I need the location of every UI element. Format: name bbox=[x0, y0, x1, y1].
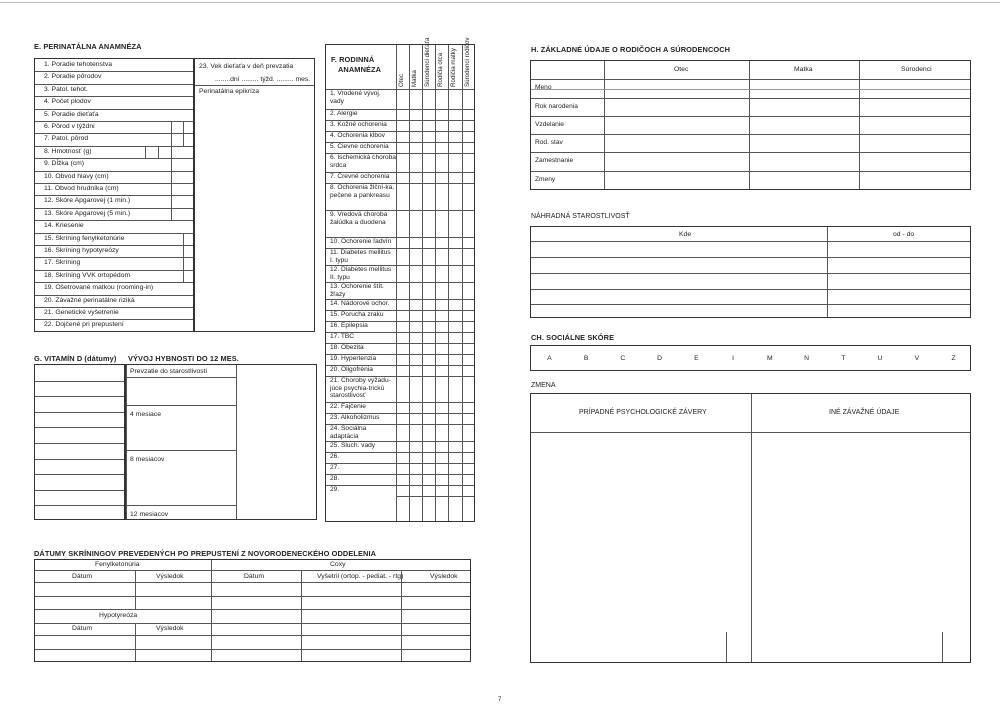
social-score-letter: A bbox=[547, 355, 552, 362]
social-score-letter: U bbox=[877, 355, 883, 362]
motor-label: 12 mesiacov bbox=[130, 511, 169, 518]
family-item: 5. Cievne ochorenia bbox=[330, 143, 389, 150]
parents-row-label: Vzdelanie bbox=[535, 121, 564, 128]
family-item: 14. Nádorové ochor. bbox=[330, 300, 390, 307]
perinatal-item: 19. Ošetrované matkou (rooming-in) bbox=[44, 284, 154, 292]
family-item: 6. Ischemická choroba srdca bbox=[330, 154, 396, 169]
perinatal-item: 4. Počet plodov bbox=[44, 98, 91, 106]
page-top-edge bbox=[0, 0, 1000, 3]
section-f-title: F. RODINNÁ bbox=[331, 55, 375, 64]
perinatal-item: 18. Skríning VVK ortopédom bbox=[44, 271, 131, 279]
family-item: 24. Sociálna adaptácia bbox=[330, 425, 367, 440]
motor-label: 4 mesiace bbox=[130, 411, 161, 418]
social-score-letter: N bbox=[804, 355, 810, 362]
family-item: 8. Ochorenia žlční-ka, pečene a pankreasu bbox=[330, 184, 395, 199]
item-23-units: ........dní ......... týžd. ......... mes. bbox=[215, 76, 311, 83]
vitamin-d-table bbox=[34, 364, 125, 520]
section-h-title: H. ZÁKLADNÉ ÚDAJE O RODIČOCH A SÚRODENCOCH bbox=[531, 45, 731, 54]
parents-row-label: Zamestnanie bbox=[535, 157, 574, 164]
family-item: 10. Ochorenie ľadvín bbox=[330, 238, 392, 245]
motor-label: 8 mesiacov bbox=[130, 456, 165, 463]
family-item: 26. bbox=[330, 453, 340, 460]
perinatal-item: 1. Poradie tehotenstva bbox=[44, 61, 113, 68]
vyvoj-title: VÝVOJ HYBNOSTI DO 12 MES. bbox=[128, 354, 239, 363]
family-col-2: Súrodenci dieťaťa bbox=[424, 37, 431, 87]
parents-row-label: Rod. stav bbox=[535, 139, 563, 146]
family-anamnesis-table bbox=[325, 37, 475, 522]
family-item: 19. Hypertenzia bbox=[330, 355, 377, 362]
perinatal-right-box bbox=[194, 58, 315, 332]
fenyl-datum-header: Dátum bbox=[72, 573, 93, 580]
perinatal-item: 5. Poradie dieťaťa bbox=[44, 110, 99, 118]
family-col-3: Rodičia otca bbox=[437, 52, 444, 87]
perinatal-item: 16. Skríning hypotyreózy bbox=[44, 247, 119, 254]
perinatal-item: 20. Závažné perinatálne riziká bbox=[44, 296, 135, 304]
zmena-label: ZMENA bbox=[531, 382, 556, 389]
social-score-letter: I bbox=[732, 355, 735, 362]
perinatal-item: 8. Hmotnosť (g) bbox=[44, 147, 92, 155]
perinatal-item: 14. Kriesenie bbox=[44, 222, 84, 230]
hypo-datum-header: Dátum bbox=[72, 625, 93, 632]
social-score-table bbox=[530, 345, 971, 371]
motor-development-table bbox=[125, 364, 317, 520]
family-col-0: Otec bbox=[398, 73, 405, 87]
perinatal-item: 11. Obvod hrudníka (cm) bbox=[44, 185, 119, 192]
social-score-letter: C bbox=[620, 355, 626, 362]
family-item: 3. Kožné ochorenia bbox=[330, 121, 387, 128]
social-score-letter: T bbox=[841, 355, 846, 362]
parents-row-label: Meno bbox=[535, 84, 552, 91]
social-score-letter: D bbox=[657, 355, 663, 362]
family-col-4: Rodičia matky bbox=[450, 48, 457, 87]
perinatal-item: 2. Poradie pôrodov bbox=[44, 73, 102, 81]
family-item: 9. Vredová choroba žalúdka a duodena bbox=[330, 211, 388, 226]
substitute-care-table bbox=[530, 226, 971, 318]
coxy-datum-header: Dátum bbox=[244, 573, 265, 580]
hypo-label: Hypotyreóza bbox=[99, 612, 138, 619]
parents-col: Matka bbox=[794, 66, 813, 73]
parents-col: Súrodenci bbox=[901, 66, 932, 73]
social-score-letter: M bbox=[767, 355, 773, 362]
item-23-label: 23. Vek dieťaťa v deň prevzatia bbox=[199, 63, 294, 70]
coxy-label: Coxy bbox=[330, 561, 346, 568]
family-item: 25. Sluch. vady bbox=[330, 442, 376, 449]
perinatal-item: 6. Pôrod v týždni bbox=[44, 123, 95, 130]
other-data-label: INÉ ZÁVAŽNÉ ÚDAJE bbox=[829, 409, 900, 416]
parents-col: Otec bbox=[674, 66, 689, 73]
perinatal-list bbox=[34, 58, 194, 332]
section-e-title: E. PERINATÁLNA ANAMNÉZA bbox=[34, 42, 142, 51]
perinatal-item: 21. Genetické vyšetrenie bbox=[44, 309, 119, 316]
family-item: 29. bbox=[330, 486, 340, 493]
family-item: 15. Porucha zraku bbox=[330, 311, 384, 318]
hypo-vysledok-header: Výsledok bbox=[156, 625, 184, 632]
family-item: 1. Vrodené vývoj. vady bbox=[330, 90, 381, 105]
nahradna-col-od-do: od - do bbox=[893, 231, 915, 238]
perinatal-item: 7. Patol. pôrod bbox=[44, 135, 89, 143]
family-item: 2. Alergie bbox=[330, 110, 358, 117]
coxy-vysetril-header: Vyšetril (ortop. - pediat. - rtg) bbox=[317, 573, 404, 580]
perinatal-item: 13. Skóre Apgarovej (5 min.) bbox=[44, 209, 131, 217]
perinatal-item: 22. Dojčené pri prepustení bbox=[44, 321, 124, 329]
perinatal-item: 9. Dĺžka (cm) bbox=[44, 160, 85, 168]
page-number: 7 bbox=[498, 697, 502, 703]
social-score-letter: E bbox=[694, 355, 699, 362]
parents-table bbox=[530, 60, 971, 190]
coxy-vysledok-header: Výsledok bbox=[430, 573, 458, 580]
perinatal-item: 15. Skríning fenylketonúrie bbox=[44, 234, 125, 242]
perinatal-item: 12. Skóre Apgarovej (1 min.) bbox=[44, 197, 131, 205]
socialne-title: CH. SOCIÁLNE SKÓRE bbox=[531, 333, 615, 342]
family-item: 11. Diabetes mellitus I. typu bbox=[330, 249, 391, 264]
family-item: 17. TBC bbox=[330, 333, 355, 340]
datumy-title: DÁTUMY SKRÍNINGOV PREVEDENÝCH PO PREPUSTENÍ Z NOVORODENECKÉHO ODDELENIA bbox=[34, 549, 377, 558]
family-col-1: Matka bbox=[411, 70, 418, 87]
family-item: 7. Črevné ochorenia bbox=[330, 173, 390, 180]
section-f-title-2: ANAMNÉZA bbox=[338, 65, 382, 74]
social-score-letter: B bbox=[583, 355, 589, 362]
nahradna-title: NÁHRADNÁ STAROSTLIVOSŤ bbox=[531, 213, 630, 220]
family-item: 18. Obezita bbox=[330, 344, 364, 351]
family-item: 20. Oligofrénia bbox=[330, 366, 373, 373]
family-item: 21. Choroby vyžadu-júce psychia-trickú starostlivosť bbox=[330, 377, 391, 400]
fenyl-label: Fenylketonúria bbox=[95, 561, 140, 568]
family-item: 12. Diabetes mellitus II. typu bbox=[330, 266, 392, 281]
conclusions-box bbox=[530, 393, 971, 663]
fenyl-vysledok-header: Výsledok bbox=[156, 573, 184, 580]
family-item: 22. Fajčenie bbox=[330, 403, 366, 410]
family-item: 27. bbox=[330, 464, 340, 471]
family-item: 16. Epilepsia bbox=[330, 322, 368, 329]
family-item: 4. Ochorenia kĺbov bbox=[330, 132, 385, 139]
screening-dates-table bbox=[34, 559, 471, 662]
family-col-5: Súrodenci rodičov bbox=[464, 37, 471, 87]
perinatal-item: 10. Obvod hlavy (cm) bbox=[44, 172, 109, 180]
section-g-title: G. VITAMÍN D (dátumy) bbox=[34, 354, 117, 363]
social-score-letter: Z bbox=[951, 355, 956, 362]
family-item: 23. Alkoholizmus bbox=[330, 414, 380, 421]
motor-label: Prevzatie do starostlivosti bbox=[130, 368, 208, 375]
perinatal-item: 3. Patol. tehot. bbox=[44, 85, 88, 93]
social-score-letter: V bbox=[914, 355, 920, 362]
psych-conclusions-label: PRÍPADNÉ PSYCHOLOGICKÉ ZÁVERY bbox=[579, 409, 707, 416]
parents-row-label: Zmeny bbox=[535, 176, 556, 183]
nahradna-col-kde: Kde bbox=[679, 231, 692, 238]
family-item: 28. bbox=[330, 475, 340, 482]
family-item: 13. Ochorenie štít. žľazy bbox=[330, 283, 384, 298]
perinatal-item: 17. Skríning bbox=[44, 259, 81, 267]
perinatal-epikriza-label: Perinatálna epikríza bbox=[199, 88, 260, 95]
parents-row-label: Rok narodenia bbox=[535, 103, 578, 110]
